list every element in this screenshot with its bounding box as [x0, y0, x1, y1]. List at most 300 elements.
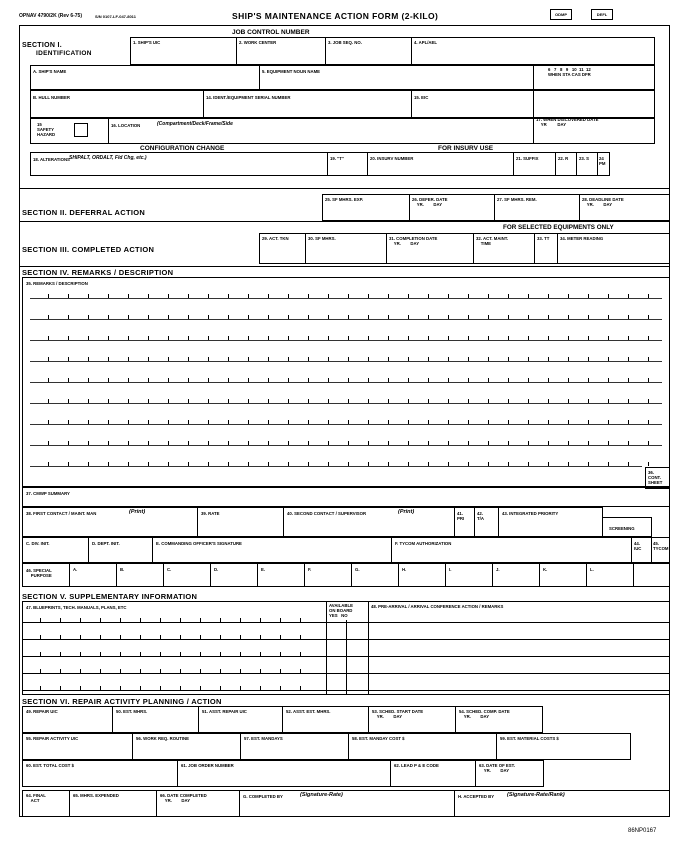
remarks-tick [208, 315, 209, 319]
remarks-tick [628, 315, 629, 319]
remarks-tick [608, 336, 609, 340]
special-purpose-cell[interactable] [257, 563, 305, 587]
final-act-field[interactable]: 64. FINAL ACT [22, 790, 70, 817]
section-5-heading: SECTION V. SUPPLEMENTARY INFORMATION [22, 592, 198, 601]
remarks-line [30, 319, 662, 320]
supplementary-tick [60, 635, 61, 639]
remarks-tick [248, 399, 249, 403]
supplementary-tick [280, 618, 281, 622]
date-completed-field[interactable]: 66. DATE COMPLETED YR. DAY [156, 790, 240, 817]
second-contact-field[interactable]: 40. SECOND CONTACT / SUPERVISOR (Print) [283, 507, 455, 537]
remarks-tick [468, 441, 469, 445]
repair-activity-uic-field[interactable]: 55. REPAIR ACTIVITY UIC [22, 733, 133, 760]
remarks-tick [248, 420, 249, 424]
supplementary-tick [260, 618, 261, 622]
special-purpose-cell[interactable] [398, 563, 446, 587]
remarks-tick [388, 294, 389, 298]
remarks-tick [528, 378, 529, 382]
remarks-tick [368, 462, 369, 466]
remarks-line [30, 466, 642, 467]
supplementary-tick [180, 669, 181, 673]
defer-date-field[interactable]: 26. DEFER. DATE YR. DAY [409, 194, 495, 221]
remarks-tick [208, 462, 209, 466]
special-purpose-cell[interactable] [304, 563, 352, 587]
remarks-tick [368, 399, 369, 403]
remarks-tick [268, 294, 269, 298]
co-signature-field[interactable]: E. COMMANDING OFFICER'S SIGNATURE [152, 537, 392, 563]
repair-uic-field[interactable]: 49. REPAIR UIC [22, 706, 113, 733]
meter-reading-field[interactable]: 34. METER READING [557, 233, 670, 264]
remarks-tick [408, 336, 409, 340]
remarks-line [30, 403, 662, 404]
supplementary-tick [200, 635, 201, 639]
supplementary-tick [300, 652, 301, 656]
supplementary-tick [160, 618, 161, 622]
act-tkn-field[interactable]: 29. ACT. TKN [259, 233, 306, 264]
sf-mhrs-field[interactable]: 30. SF MHRS. [305, 233, 387, 264]
remarks-tick [68, 399, 69, 403]
special-purpose-letter: D. [214, 567, 219, 572]
remarks-tick [568, 336, 569, 340]
hull-number-field[interactable]: B. HULL NUMBER [30, 90, 204, 118]
remarks-tick [448, 462, 449, 466]
asst-est-mhrs-field[interactable]: 52. ASST. EST. MHRS. [282, 706, 369, 733]
remarks-tick [148, 420, 149, 424]
remarks-tick [308, 294, 309, 298]
remarks-tick [588, 357, 589, 361]
supplementary-tick [40, 652, 41, 656]
remarks-tick [428, 315, 429, 319]
remarks-tick [328, 336, 329, 340]
remarks-tick [468, 294, 469, 298]
completion-date-field[interactable]: 31. COMPLETION DATE YR. DAY [386, 233, 474, 264]
remarks-tick [568, 378, 569, 382]
est-mandays-field[interactable]: 57. EST. MANDAYS [240, 733, 349, 760]
tycom-authorization-field[interactable]: F. TYCOM AUTHORIZATION [391, 537, 632, 563]
remarks-tick [628, 357, 629, 361]
est-total-cost-field[interactable]: 60. EST. TOTAL COST $ [22, 760, 178, 787]
remarks-tick [108, 399, 109, 403]
special-purpose-letter: J. [496, 567, 500, 572]
remarks-tick [588, 336, 589, 340]
remarks-tick [408, 357, 409, 361]
supplementary-tick [80, 618, 81, 622]
remarks-tick [68, 420, 69, 424]
remarks-tick [48, 336, 49, 340]
remarks-tick [148, 441, 149, 445]
supplementary-tick [240, 635, 241, 639]
remarks-tick [188, 378, 189, 382]
remarks-tick [628, 441, 629, 445]
remarks-tick [328, 399, 329, 403]
integrated-priority-field[interactable]: 43. INTEGRATED PRIORITY [498, 507, 603, 537]
remarks-tick [648, 378, 649, 382]
remarks-tick [348, 294, 349, 298]
special-purpose-cell[interactable] [445, 563, 493, 587]
remarks-tick [428, 378, 429, 382]
eic-field[interactable]: 15. EIC [411, 90, 534, 118]
stock-number: S/N 0107-LF-047-8011 [95, 14, 136, 19]
remarks-tick [148, 462, 149, 466]
remarks-tick [428, 294, 429, 298]
supplementary-tick [60, 686, 61, 690]
first-contact-field[interactable]: 38. FIRST CONTACT / MAINT. MAN (Print) [22, 507, 198, 537]
remarks-tick [548, 462, 549, 466]
remarks-tick [308, 399, 309, 403]
supplementary-tick [260, 652, 261, 656]
remarks-tick [648, 294, 649, 298]
supplementary-tick [140, 686, 141, 690]
remarks-tick [488, 357, 489, 361]
supplementary-tick [60, 618, 61, 622]
supplementary-tick [80, 635, 81, 639]
pri-field[interactable]: 41. PRI [454, 507, 475, 537]
remarks-tick [328, 462, 329, 466]
remarks-tick [448, 399, 449, 403]
remarks-tick [648, 357, 649, 361]
remarks-tick [88, 441, 89, 445]
when-discovered-field[interactable]: 17. WHEN DISCOVERED DATE YR DAY [533, 90, 655, 118]
remarks-line [30, 445, 662, 446]
asst-repair-uic-field[interactable]: 51. ASST. REPAIR UIC [198, 706, 283, 733]
remarks-tick [88, 357, 89, 361]
remarks-tick [248, 462, 249, 466]
remarks-tick [208, 441, 209, 445]
remarks-tick [168, 315, 169, 319]
remarks-tick [628, 378, 629, 382]
remarks-tick [268, 462, 269, 466]
serial-number-field[interactable]: 14. IDENT./EQUIPMENT SERIAL NUMBER [203, 90, 412, 118]
supplementary-tick [200, 669, 201, 673]
remarks-tick [148, 315, 149, 319]
remarks-tick [408, 462, 409, 466]
insurv-number-field[interactable]: 20. INSURV NUMBER [367, 152, 514, 176]
form-number: OPNAV 4790/2K (Rev 6-75) [19, 13, 82, 19]
apl-ael-field[interactable]: 4. APL/AEL [411, 37, 655, 65]
location-field[interactable]: 16. LOCATION (Compartment/Deck/Frame/Side [108, 118, 534, 144]
remarks-tick [568, 441, 569, 445]
deadline-date-field[interactable]: 28. DEADLINE DATE YR. DAY [579, 194, 670, 221]
remarks-tick [388, 441, 389, 445]
remarks-tick [408, 294, 409, 298]
remarks-tick [368, 315, 369, 319]
remarks-tick [548, 315, 549, 319]
remarks-tick [268, 420, 269, 424]
remarks-tick [388, 462, 389, 466]
defl-box[interactable]: DEFL [591, 9, 613, 20]
remarks-box[interactable]: 35. REMARKS / DESCRIPTION [22, 277, 670, 487]
dept-init-field[interactable]: D. DEPT. INIT. [88, 537, 153, 563]
supplementary-tick [180, 635, 181, 639]
remarks-tick [388, 378, 389, 382]
special-purpose-cell[interactable] [492, 563, 540, 587]
remarks-tick [628, 420, 629, 424]
remarks-tick [108, 294, 109, 298]
discovered-date-field[interactable] [533, 118, 655, 144]
supplementary-tick [200, 686, 201, 690]
supplementary-tick [240, 669, 241, 673]
supplementary-tick [280, 635, 281, 639]
date-of-est-field[interactable]: 63. DATE OF EST. YR. DAY [475, 760, 544, 787]
suffix-field[interactable]: 21. SUFFIX [513, 152, 556, 176]
remarks-tick [588, 294, 589, 298]
remarks-tick [528, 462, 529, 466]
remarks-line [30, 361, 662, 362]
remarks-tick [528, 336, 529, 340]
supplementary-tick [180, 686, 181, 690]
ships-name-field[interactable]: A. SHIP'S NAME [30, 65, 260, 90]
remarks-tick [308, 378, 309, 382]
job-order-number-field[interactable]: 61. JOB ORDER NUMBER [177, 760, 391, 787]
remarks-tick [288, 294, 289, 298]
remarks-tick [348, 399, 349, 403]
supp-divider-yes-no [346, 620, 347, 695]
remarks-tick [428, 420, 429, 424]
remarks-tick [468, 357, 469, 361]
remarks-tick [68, 357, 69, 361]
remarks-tick [328, 441, 329, 445]
pm-field[interactable]: 24 PM [597, 152, 610, 176]
remarks-tick [288, 420, 289, 424]
section-divider-1 [19, 188, 670, 189]
supplementary-tick [200, 652, 201, 656]
supplementary-tick [280, 652, 281, 656]
est-material-costs-field[interactable]: 59. EST. MATERIAL COSTS $ [496, 733, 631, 760]
selected-equipments-heading: FOR SELECTED EQUIPMENTS ONLY [503, 224, 614, 231]
remarks-tick [208, 378, 209, 382]
tycom-field[interactable]: 45. TYCOM [651, 537, 670, 563]
remarks-tick [488, 441, 489, 445]
remarks-tick [568, 399, 569, 403]
remarks-tick [68, 378, 69, 382]
remarks-tick [208, 357, 209, 361]
remarks-tick [168, 378, 169, 382]
special-purpose-letter: F. [308, 567, 312, 572]
special-purpose-cell[interactable] [210, 563, 258, 587]
special-purpose-letter: G. [355, 567, 360, 572]
sf-mhrs-exp-field[interactable]: 25. SF MHRS. EXP. [322, 194, 410, 221]
supplementary-tick [160, 652, 161, 656]
special-purpose-cell[interactable] [351, 563, 399, 587]
remarks-tick [108, 420, 109, 424]
remarks-tick [208, 399, 209, 403]
remarks-tick [488, 336, 489, 340]
remarks-tick [88, 420, 89, 424]
remarks-tick [528, 357, 529, 361]
alterations-field[interactable]: 18. ALTERATIONS SHIPALT, ORDALT, Fld Chg, etc.) [30, 152, 328, 176]
remarks-tick [108, 441, 109, 445]
remarks-tick [168, 357, 169, 361]
remarks-tick [408, 441, 409, 445]
ta-field[interactable]: 42. T/A [474, 507, 499, 537]
equipment-noun-name-field[interactable]: 5. EQUIPMENT NOUN NAME [259, 65, 534, 90]
remarks-tick [48, 462, 49, 466]
remarks-tick [48, 315, 49, 319]
supp-divider-1 [326, 601, 327, 695]
r-field[interactable]: 22. R [555, 152, 577, 176]
remarks-tick [308, 441, 309, 445]
supplementary-line [22, 673, 670, 674]
sf-mhrs-rem-field[interactable]: 27. SF MHRS. REM. [494, 194, 580, 221]
supplementary-tick [220, 618, 221, 622]
accepted-by-field[interactable]: H. ACCEPTED BY (Signature-Rate/Rank) [454, 790, 670, 817]
remarks-tick [168, 336, 169, 340]
remarks-tick [288, 315, 289, 319]
remarks-tick [268, 357, 269, 361]
supplementary-tick [140, 618, 141, 622]
div-init-field[interactable]: C. DIV. INIT. [22, 537, 89, 563]
remarks-tick [88, 336, 89, 340]
s-field[interactable]: 23. S [576, 152, 598, 176]
remarks-tick [68, 462, 69, 466]
remarks-tick [348, 462, 349, 466]
job-seq-field[interactable]: 3. JOB SEQ. NO. [325, 37, 412, 65]
supplementary-tick [220, 652, 221, 656]
remarks-tick [528, 294, 529, 298]
remarks-tick [608, 462, 609, 466]
remarks-tick [328, 357, 329, 361]
remarks-tick [228, 294, 229, 298]
section-3-heading: SECTION III. COMPLETED ACTION [22, 245, 155, 254]
supplementary-tick [120, 669, 121, 673]
mhrs-expended-field[interactable]: 65. MHRS. EXPENDED [69, 790, 157, 817]
supplementary-tick [40, 635, 41, 639]
cont-sheet-field[interactable]: 36. CONT. SHEET [645, 467, 670, 489]
remarks-tick [448, 441, 449, 445]
remarks-tick [88, 294, 89, 298]
remarks-tick [448, 357, 449, 361]
remarks-tick [588, 378, 589, 382]
remarks-tick [588, 420, 589, 424]
supplementary-tick [220, 686, 221, 690]
special-purpose-cell[interactable] [539, 563, 587, 587]
supplementary-tick [200, 618, 201, 622]
remarks-tick [328, 315, 329, 319]
est-manday-cost-field[interactable]: 58. EST. MANDAY COST $ [348, 733, 497, 760]
remarks-line [30, 298, 662, 299]
remarks-tick [548, 399, 549, 403]
remarks-tick [248, 441, 249, 445]
remarks-tick [528, 441, 529, 445]
insurv-heading: FOR INSURV USE [438, 145, 494, 152]
est-mhrs-field[interactable]: 50. EST. MHRS. [112, 706, 199, 733]
remarks-tick [128, 315, 129, 319]
special-purpose-cell[interactable] [586, 563, 634, 587]
remarks-tick [588, 399, 589, 403]
remarks-tick [468, 315, 469, 319]
supplementary-tick [40, 686, 41, 690]
special-purpose-letter: I. [449, 567, 452, 572]
remarks-tick [68, 294, 69, 298]
act-maint-time-field[interactable]: 32. ACT. MAINT. TIME [473, 233, 535, 264]
remarks-tick [268, 315, 269, 319]
remarks-tick [468, 420, 469, 424]
remarks-tick [648, 399, 649, 403]
special-purpose-letter: B. [120, 567, 125, 572]
safety-hazard-checkbox[interactable] [74, 123, 88, 137]
remarks-tick [288, 378, 289, 382]
remarks-tick [608, 315, 609, 319]
safety-hazard-field: 15 SAFETY HAZARD [30, 118, 109, 144]
remarks-tick [248, 357, 249, 361]
section-4-heading: SECTION IV. REMARKS / DESCRIPTION [22, 268, 174, 277]
special-purpose-letter: K. [543, 567, 548, 572]
remarks-tick [568, 420, 569, 424]
remarks-tick [88, 399, 89, 403]
remarks-tick [648, 441, 649, 445]
remarks-tick [68, 315, 69, 319]
remarks-tick [168, 420, 169, 424]
remarks-tick [188, 294, 189, 298]
remarks-tick [328, 420, 329, 424]
remarks-tick [248, 315, 249, 319]
rate-field[interactable]: 39. RATE [197, 507, 284, 537]
cmwp-summary-field[interactable]: 37. CMWP SUMMARY [22, 487, 670, 507]
supplementary-tick [120, 686, 121, 690]
remarks-tick [368, 357, 369, 361]
sched-comp-date-field[interactable]: 54. SCHED. COMP. DATE YR. DAY [455, 706, 543, 733]
special-purpose-cell[interactable] [69, 563, 117, 587]
odmp-box[interactable]: ODMP [550, 9, 572, 20]
remarks-tick [48, 357, 49, 361]
remarks-tick [388, 336, 389, 340]
supplementary-tick [300, 669, 301, 673]
screening-label-box: SCREENING [602, 517, 652, 537]
remarks-tick [228, 336, 229, 340]
remarks-tick [168, 399, 169, 403]
supplementary-box[interactable]: 47. BLUEPRINTS, TECH. MANUALS, PLANS, ETC [22, 601, 670, 695]
supplementary-tick [100, 669, 101, 673]
configuration-change-heading: CONFIGURATION CHANGE [140, 145, 225, 152]
remarks-tick [528, 315, 529, 319]
t-field[interactable]: 19. "T" [327, 152, 368, 176]
lead-pe-code-field[interactable]: 62. LEAD P & E CODE [390, 760, 476, 787]
supplementary-tick [260, 686, 261, 690]
work-req-routine-field[interactable]: 56. WORK REQ. ROUTINE [132, 733, 241, 760]
remarks-tick [108, 378, 109, 382]
remarks-tick [288, 357, 289, 361]
special-purpose-letter: L. [590, 567, 594, 572]
remarks-tick [128, 399, 129, 403]
completed-by-field[interactable]: G. COMPLETED BY (Signature-Rate) [239, 790, 455, 817]
wsc-fields[interactable]: 6 7 8 9 10 11 12 WHEN STA CAS DFR [533, 65, 655, 90]
section-1-heading: SECTION I. [22, 42, 62, 49]
remarks-tick [588, 462, 589, 466]
remarks-tick [608, 378, 609, 382]
remarks-tick [548, 441, 549, 445]
supplementary-line [22, 622, 670, 623]
remarks-tick [108, 462, 109, 466]
work-center-field[interactable]: 2. WORK CENTER [236, 37, 326, 65]
special-purpose-cell[interactable] [163, 563, 211, 587]
supplementary-tick [280, 686, 281, 690]
remarks-tick [328, 294, 329, 298]
section-6-heading: SECTION VI. REPAIR ACTIVITY PLANNING / ACTION [22, 697, 222, 706]
remarks-tick [368, 378, 369, 382]
remarks-tick [48, 294, 49, 298]
ships-uic-field[interactable]: 1. SHIP'S UIC [130, 37, 237, 65]
remarks-tick [328, 378, 329, 382]
remarks-tick [628, 336, 629, 340]
remarks-tick [348, 441, 349, 445]
remarks-tick [128, 294, 129, 298]
tt-field[interactable]: 33. TT [534, 233, 558, 264]
iuc-field[interactable]: 44. IUC [631, 537, 652, 563]
section-2-heading: SECTION II. DEFERRAL ACTION [22, 208, 146, 217]
remarks-tick [348, 420, 349, 424]
special-purpose-cell[interactable] [116, 563, 164, 587]
sched-start-date-field[interactable]: 53. SCHED. START DATE YR. DAY [368, 706, 456, 733]
